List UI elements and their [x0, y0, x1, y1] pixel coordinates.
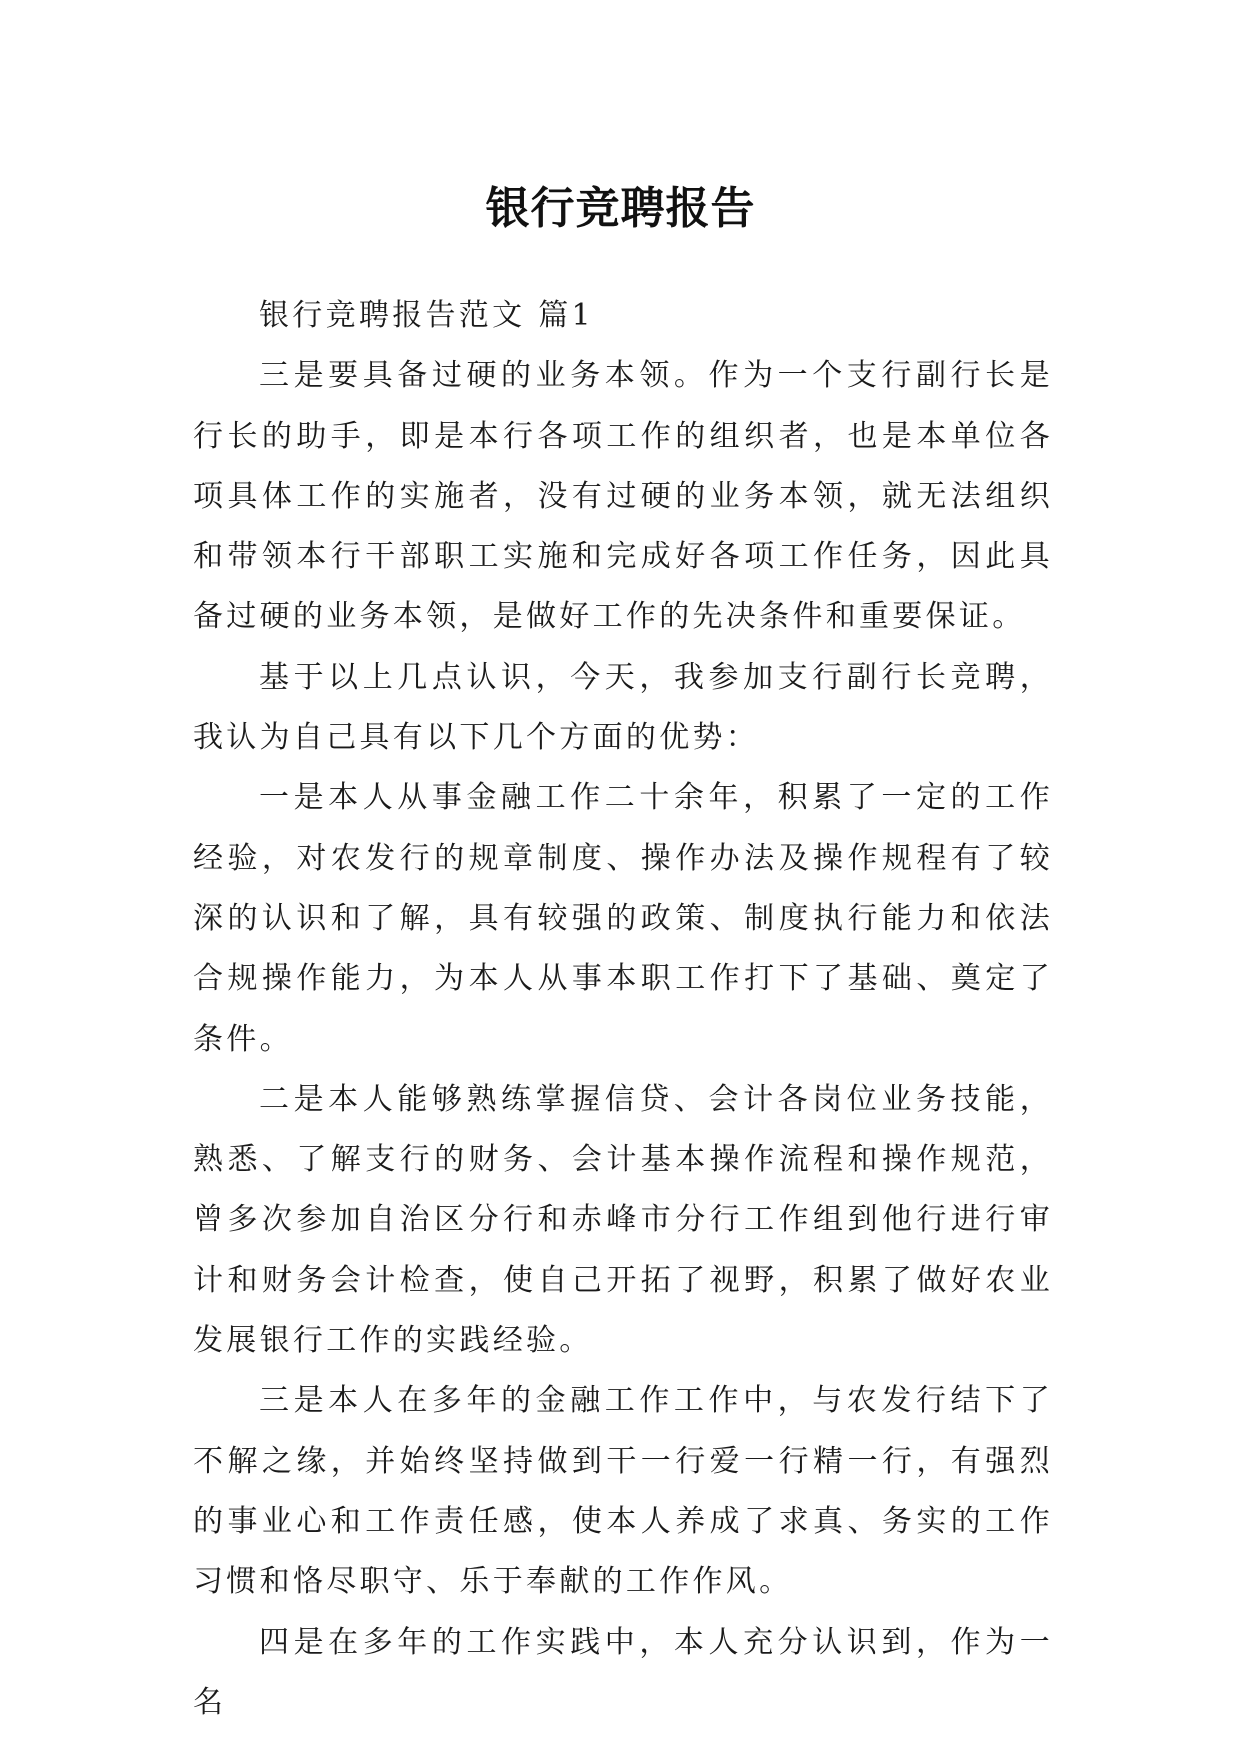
document-body — [193, 286, 1053, 1733]
document-title: 银行竞聘报告 — [485, 183, 756, 235]
paragraph: 一是本人从事金融工作二十余年，积累了一定的工作经验，对农发行的规章制度、操作办法及操作规程有了较深的认识和了解，具有较强的政策、制度执行能力和依法合规操作能力，为本人从事本职工作打下了基础、奠定了条件。 — [193, 780, 1053, 1057]
paragraph: 基于以上几点认识，今天，我参加支行副行长竞聘，我认为自己具有以下几个方面的优势： — [193, 659, 1053, 756]
paragraph: 四是在多年的工作实践中，本人充分认识到，作为一名 — [193, 1624, 1053, 1720]
paragraph: 三是要具备过硬的业务本领。作为一个支行副行长是行长的助手，即是本行各项工作的组织者，也是本单位各项具体工作的实施者，没有过硬的业务本领，就无法组织和带领本行干部职工实施和完成好各项工作任务，因此具备过硬的业务本领，是做好工作的先决条件和重要保证。 — [193, 358, 1053, 635]
paragraph: 三是本人在多年的金融工作工作中，与农发行结下了不解之缘，并始终坚持做到干一行爱一行精一行，有强烈的事业心和工作责任感，使本人养成了求真、务实的工作习惯和恪尽职守、乐于奉献的工作作风。 — [193, 1383, 1053, 1600]
paragraph-heading: 银行竞聘报告范文 篇1 — [259, 298, 594, 333]
paragraph: 二是本人能够熟练掌握信贷、会计各岗位业务技能，熟悉、了解支行的财务、会计基本操作流程和操作规范，曾多次参加自治区分行和赤峰市分行工作组到他行进行审计和财务会计检查，使自己开拓了视野，积累了做好农业发展银行工作的实践经验。 — [193, 1081, 1053, 1359]
